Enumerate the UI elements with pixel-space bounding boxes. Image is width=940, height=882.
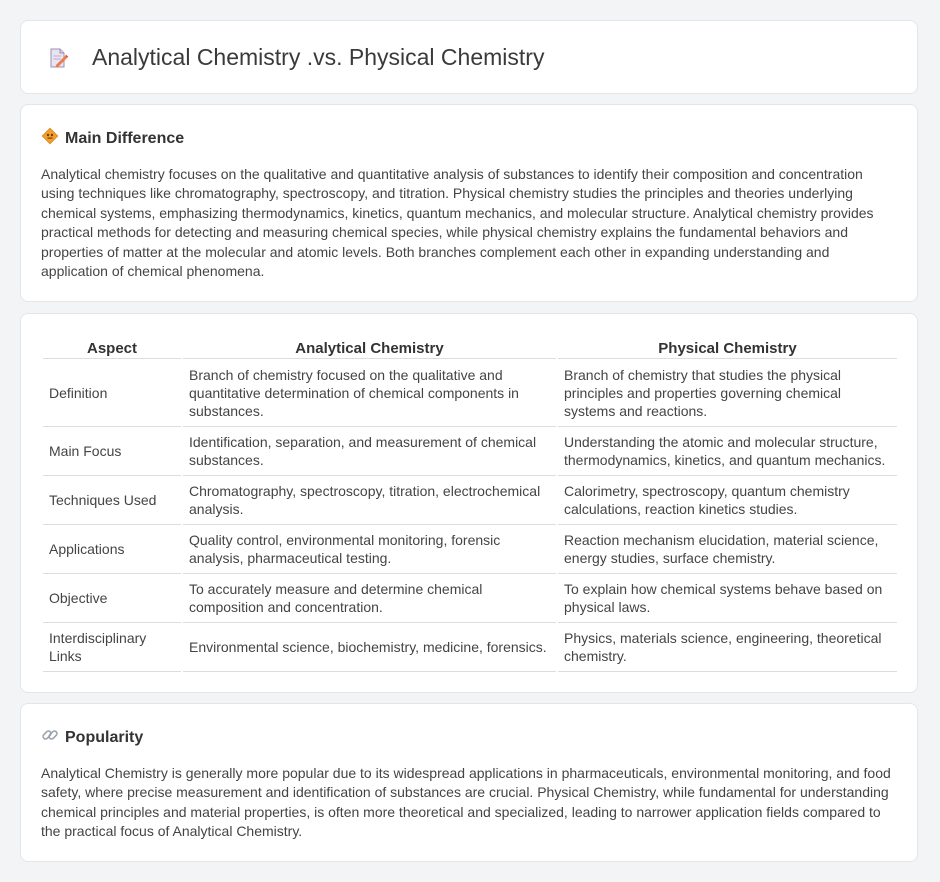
aspect-cell: Interdisciplinary Links — [43, 625, 181, 672]
table-row — [43, 576, 897, 623]
analytical-cell: Identification, separation, and measurement of chemical substances. — [183, 429, 556, 476]
main-difference-text: Analytical chemistry focuses on the qualitative and quantitative analysis of substances to identify their composition and concentration using techniques like chromatography, spectroscopy, and titration. Physical chemistry studies the principles and theories underlying chemical systems, emphasizing thermodynamics, kinetics, quantum mechanics, and molecular structure. Analytical chemistry provides practical methods for detecting and measuring chemical species, while physical chemistry explains the fundamental behaviors and properties of matter at the molecular and atomic levels. Both branches complement each other in expanding understanding and application of chemical phenomena. — [41, 166, 874, 280]
analytical-cell: Branch of chemistry focused on the qualitative and quantitative determination of chemical components in substances. — [183, 361, 556, 427]
physical-cell: Branch of chemistry that studies the physical principles and properties governing chemical systems and reactions. — [558, 361, 897, 427]
main-difference-heading — [41, 127, 184, 150]
comparison-card — [20, 313, 918, 693]
aspect-cell: Main Focus — [43, 429, 181, 476]
header-aspect: Aspect — [43, 336, 181, 359]
aspect-cell: Applications — [43, 527, 181, 574]
analytical-cell: Chromatography, spectroscopy, titration, electrochemical analysis. — [183, 478, 556, 525]
analytical-cell: Environmental science, biochemistry, medicine, forensics. — [183, 625, 556, 672]
link-icon — [41, 726, 59, 749]
physical-cell: Calorimetry, spectroscopy, quantum chemistry calculations, reaction kinetics studies. — [558, 478, 897, 525]
comparison-table — [41, 334, 899, 674]
popularity-card — [20, 703, 918, 862]
table-row — [43, 527, 897, 574]
table-row — [43, 625, 897, 672]
diamond-icon — [41, 127, 59, 150]
aspect-cell: Techniques Used — [43, 478, 181, 525]
popularity-title: Popularity — [65, 728, 144, 746]
table-row — [43, 429, 897, 476]
page-title: Analytical Chemistry .vs. Physical Chemistry — [92, 44, 545, 70]
header-analytical: Analytical Chemistry — [183, 336, 556, 359]
table-row — [43, 478, 897, 525]
document-edit-icon — [47, 47, 69, 74]
physical-cell: To explain how chemical systems behave based on physical laws. — [558, 576, 897, 623]
popularity-heading — [41, 726, 143, 749]
physical-cell: Reaction mechanism elucidation, material science, energy studies, surface chemistry. — [558, 527, 897, 574]
main-difference-title: Main Difference — [65, 129, 185, 147]
analytical-cell: Quality control, environmental monitoring, forensic analysis, pharmaceutical testing. — [183, 527, 556, 574]
popularity-text: Analytical Chemistry is generally more popular due to its widespread applications in pharmaceuticals, environmental monitoring, and food safety, where precise measurement and identification of substances are crucial. Physical Chemistry, while fundamental for understanding chemical principles and material properties, is often more theoretical and specialized, leading to narrower application fields compared to the practical focus of Analytical Chemistry. — [41, 765, 891, 840]
aspect-cell: Definition — [43, 361, 181, 427]
main-difference-card — [20, 104, 918, 302]
physical-cell: Understanding the atomic and molecular structure, thermodynamics, kinetics, and quantum mechanics. — [558, 429, 897, 476]
header-card — [20, 20, 918, 94]
aspect-cell: Objective — [43, 576, 181, 623]
table-row — [43, 361, 897, 427]
analytical-cell: To accurately measure and determine chemical composition and concentration. — [183, 576, 556, 623]
header-physical: Physical Chemistry — [558, 336, 897, 359]
physical-cell: Physics, materials science, engineering, theoretical chemistry. — [558, 625, 897, 672]
table-header-row — [43, 336, 897, 359]
